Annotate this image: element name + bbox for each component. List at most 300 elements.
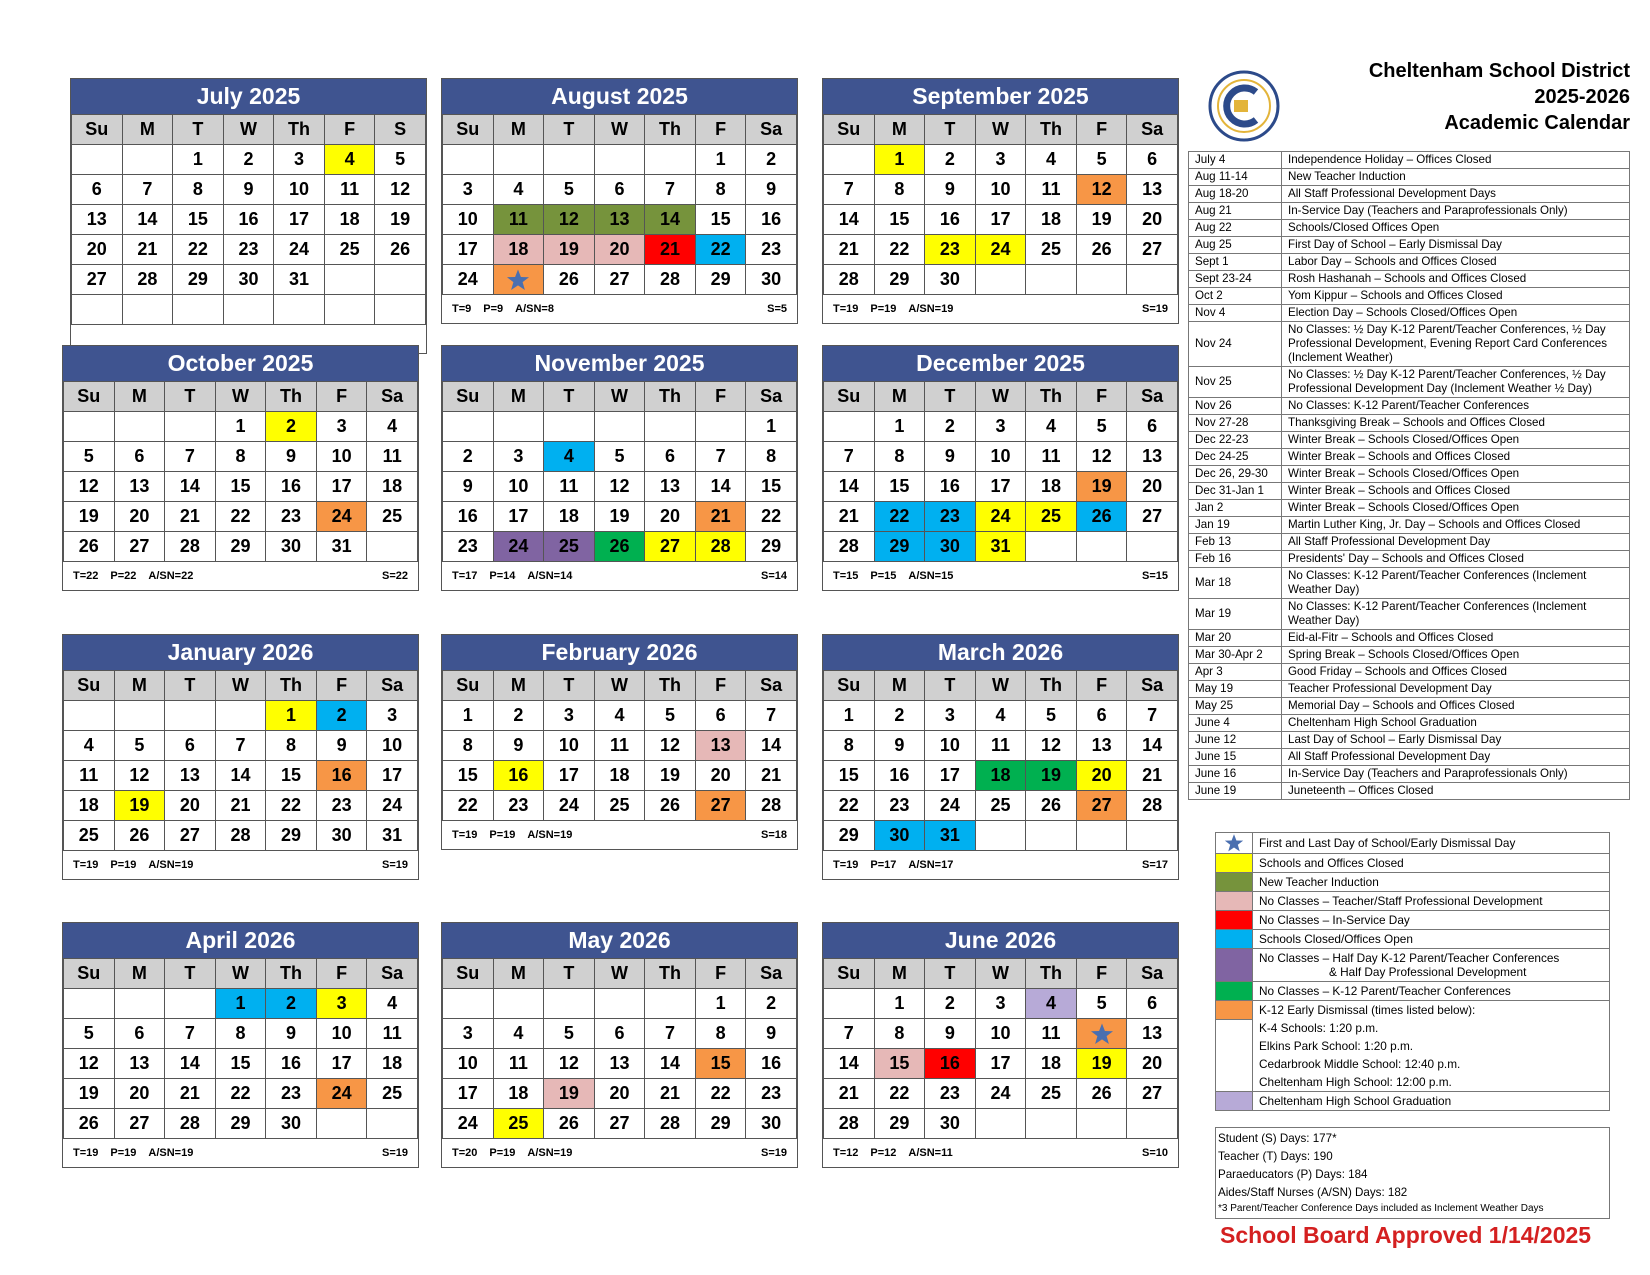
month-calendar — [70, 78, 427, 354]
day-count: P=15 — [870, 570, 897, 582]
day-count: A/SN=19 — [148, 1147, 194, 1159]
day-cell: 13 — [165, 761, 216, 791]
day-cell: 15 — [874, 205, 925, 235]
event-description: Rosh Hashanah – Schools and Offices Closed — [1282, 271, 1630, 288]
day-cell: 11 — [1026, 1019, 1077, 1049]
event-date: Feb 13 — [1189, 534, 1282, 551]
day-cell: 4 — [1026, 989, 1077, 1019]
day-cell — [645, 145, 696, 175]
day-cell: 9 — [443, 472, 494, 502]
legend-swatch — [1216, 1037, 1253, 1055]
day-cell: 29 — [173, 265, 224, 295]
day-cell: 26 — [645, 791, 696, 821]
month-day-counts — [442, 295, 797, 323]
day-cell — [1026, 532, 1077, 562]
event-description: No Classes: K-12 Parent/Teacher Conferences — [1282, 398, 1630, 415]
day-cell: 19 — [645, 761, 696, 791]
day-cell: 1 — [215, 412, 266, 442]
legend-label — [1253, 1001, 1610, 1020]
day-cell: 19 — [375, 205, 426, 235]
event-row — [1189, 647, 1630, 664]
day-cell — [975, 265, 1026, 295]
weekday-header: Su — [443, 959, 494, 989]
day-cell: 12 — [594, 472, 645, 502]
day-cell: 7 — [824, 1019, 875, 1049]
event-row — [1189, 415, 1630, 432]
event-row — [1189, 288, 1630, 305]
day-cell: 24 — [925, 791, 976, 821]
day-cell — [215, 701, 266, 731]
day-cell: 8 — [874, 442, 925, 472]
day-cell: 8 — [695, 175, 746, 205]
legend-label — [1253, 833, 1610, 854]
day-cell: 6 — [695, 701, 746, 731]
legend-label — [1253, 854, 1610, 873]
day-count: S=17 — [1142, 859, 1168, 871]
day-cell: 23 — [746, 1079, 797, 1109]
weekday-header: Sa — [1127, 382, 1178, 412]
day-cell: 2 — [925, 412, 976, 442]
day-count: S=19 — [1142, 303, 1168, 315]
day-cell — [375, 295, 426, 325]
day-cell: 1 — [695, 989, 746, 1019]
day-cell: 2 — [925, 145, 976, 175]
weekday-header: F — [316, 382, 367, 412]
weekday-header: T — [544, 959, 595, 989]
day-cell: 27 — [114, 1109, 165, 1139]
weekday-header: Sa — [367, 671, 418, 701]
day-cell — [165, 412, 216, 442]
event-date: Nov 4 — [1189, 305, 1282, 322]
event-date: June 16 — [1189, 766, 1282, 783]
day-cell — [824, 145, 875, 175]
day-cell: 9 — [925, 175, 976, 205]
day-cell: 15 — [874, 1049, 925, 1079]
day-cell: 18 — [493, 1079, 544, 1109]
event-description: Cheltenham High School Graduation — [1282, 715, 1630, 732]
event-row — [1189, 237, 1630, 254]
day-cell — [122, 145, 173, 175]
month-day-counts — [823, 851, 1178, 879]
day-cell — [493, 989, 544, 1019]
legend-row — [1216, 854, 1610, 873]
day-count: S=19 — [382, 859, 408, 871]
weekday-header: F — [1076, 959, 1127, 989]
weekday-header: T — [544, 382, 595, 412]
day-cell: 29 — [874, 532, 925, 562]
event-description: In-Service Day (Teachers and Paraprofessionals Only) — [1282, 766, 1630, 783]
day-cell: 11 — [367, 442, 418, 472]
day-cell: 26 — [64, 1109, 115, 1139]
day-cell: 14 — [165, 1049, 216, 1079]
day-cell — [695, 412, 746, 442]
note-student-days: Student (S) Days: 177* — [1218, 1132, 1337, 1145]
day-cell: 5 — [544, 175, 595, 205]
day-cell: 23 — [266, 1079, 317, 1109]
month-calendar — [62, 345, 419, 591]
legend-row — [1216, 1092, 1610, 1111]
day-cell: 3 — [367, 701, 418, 731]
day-count: P=19 — [110, 859, 137, 871]
legend-label-text: K-12 Early Dismissal (times listed below): — [1259, 1003, 1476, 1017]
day-count: T=19 — [73, 859, 99, 871]
day-count: P=17 — [870, 859, 897, 871]
day-cell: 5 — [64, 1019, 115, 1049]
day-cell — [324, 295, 375, 325]
event-description: Last Day of School – Early Dismissal Day — [1282, 732, 1630, 749]
day-cell: 23 — [925, 502, 976, 532]
star-icon — [1224, 833, 1244, 853]
day-cell: 22 — [695, 1079, 746, 1109]
day-cell: 19 — [1076, 472, 1127, 502]
day-cell: 7 — [746, 701, 797, 731]
weekday-header: Su — [824, 115, 875, 145]
event-date: Feb 16 — [1189, 551, 1282, 568]
day-cell — [975, 821, 1026, 851]
day-cell: 27 — [1127, 1079, 1178, 1109]
day-cell — [367, 532, 418, 562]
day-cell: 30 — [925, 1109, 976, 1139]
day-cell: 9 — [874, 731, 925, 761]
day-cell: 19 — [64, 502, 115, 532]
day-cell: 13 — [1127, 442, 1178, 472]
day-cell: 15 — [746, 472, 797, 502]
legend-swatch — [1216, 911, 1253, 930]
event-description: Memorial Day – Schools and Offices Closed — [1282, 698, 1630, 715]
legend-label-text: Schools and Offices Closed — [1259, 856, 1404, 870]
day-cell: 12 — [544, 205, 595, 235]
day-cell: 16 — [746, 205, 797, 235]
day-cell: 24 — [443, 265, 494, 295]
weekday-header: Sa — [367, 382, 418, 412]
day-cell — [824, 412, 875, 442]
event-date: Aug 11-14 — [1189, 169, 1282, 186]
day-cell: 20 — [1127, 472, 1178, 502]
event-row — [1189, 203, 1630, 220]
day-cell: 17 — [493, 502, 544, 532]
day-cell: 7 — [215, 731, 266, 761]
day-count: T=9 — [452, 303, 472, 315]
day-cell: 6 — [645, 442, 696, 472]
legend-label-text: New Teacher Induction — [1259, 875, 1379, 889]
day-cell: 14 — [1127, 731, 1178, 761]
day-count: P=22 — [110, 570, 137, 582]
event-row — [1189, 568, 1630, 599]
weekday-header: W — [215, 671, 266, 701]
event-description: All Staff Professional Development Day — [1282, 534, 1630, 551]
day-cell: 11 — [1026, 175, 1077, 205]
event-description: All Staff Professional Development Days — [1282, 186, 1630, 203]
day-cell: 15 — [173, 205, 224, 235]
day-cell: 11 — [544, 472, 595, 502]
month-title: July 2025 — [71, 79, 426, 114]
day-cell: 3 — [316, 412, 367, 442]
day-cell: 25 — [544, 532, 595, 562]
day-cell: 31 — [975, 532, 1026, 562]
weekday-header: Su — [64, 382, 115, 412]
day-cell: 20 — [594, 235, 645, 265]
day-cell: 25 — [367, 502, 418, 532]
event-row — [1189, 732, 1630, 749]
day-cell: 29 — [746, 532, 797, 562]
day-cell — [72, 145, 123, 175]
day-cell: 19 — [64, 1079, 115, 1109]
event-row — [1189, 599, 1630, 630]
weekday-header: F — [1076, 115, 1127, 145]
day-cell: 30 — [746, 265, 797, 295]
event-date: Sept 1 — [1189, 254, 1282, 271]
weekday-header: Su — [443, 115, 494, 145]
day-cell: 26 — [1076, 502, 1127, 532]
day-cell: 12 — [64, 1049, 115, 1079]
approval-note: School Board Approved 1/14/2025 — [1220, 1222, 1592, 1248]
day-cell: 17 — [544, 761, 595, 791]
day-cell: 20 — [114, 1079, 165, 1109]
day-cell: 10 — [274, 175, 325, 205]
day-count: A/SN=14 — [527, 570, 573, 582]
day-cell: 24 — [274, 235, 325, 265]
day-cell: 6 — [594, 1019, 645, 1049]
day-cell: 7 — [165, 1019, 216, 1049]
event-description: Winter Break – Schools Closed/Offices Open — [1282, 432, 1630, 449]
day-cell: 18 — [1026, 1049, 1077, 1079]
day-cell: 9 — [746, 175, 797, 205]
day-cell: 22 — [695, 235, 746, 265]
day-cell — [367, 1109, 418, 1139]
day-cell: 25 — [1026, 502, 1077, 532]
legend-label — [1253, 1019, 1610, 1037]
weekday-header: W — [215, 382, 266, 412]
day-cell: 23 — [925, 1079, 976, 1109]
event-date: Aug 21 — [1189, 203, 1282, 220]
day-cell: 16 — [746, 1049, 797, 1079]
day-cell: 17 — [316, 1049, 367, 1079]
day-cell: 16 — [874, 761, 925, 791]
day-cell: 3 — [544, 701, 595, 731]
legend-label-text: No Classes – Teacher/Staff Professional Development — [1259, 894, 1543, 908]
legend-label-text: Cedarbrook Middle School: 12:40 p.m. — [1259, 1057, 1461, 1071]
day-cell: 27 — [594, 265, 645, 295]
day-cell: 18 — [544, 502, 595, 532]
event-row — [1189, 432, 1630, 449]
day-cell: 19 — [594, 502, 645, 532]
day-cell: 4 — [367, 412, 418, 442]
day-cell — [594, 989, 645, 1019]
day-cell: 26 — [544, 1109, 595, 1139]
day-cell: 4 — [493, 175, 544, 205]
weekday-header: M — [114, 382, 165, 412]
day-cell: 11 — [1026, 442, 1077, 472]
weekday-header: Th — [645, 671, 696, 701]
event-row — [1189, 681, 1630, 698]
day-cell: 5 — [645, 701, 696, 731]
weekday-header: W — [975, 959, 1026, 989]
weekday-header: M — [114, 959, 165, 989]
weekday-header: M — [122, 115, 173, 145]
event-description: Eid-al-Fitr – Schools and Offices Closed — [1282, 630, 1630, 647]
day-cell: 4 — [493, 1019, 544, 1049]
day-cell: 12 — [1076, 442, 1127, 472]
day-cell: 6 — [72, 175, 123, 205]
day-cell: 13 — [1076, 731, 1127, 761]
day-cell: 28 — [122, 265, 173, 295]
day-cell: 16 — [443, 502, 494, 532]
day-cell: 7 — [824, 442, 875, 472]
day-cell: 18 — [975, 761, 1026, 791]
event-description: All Staff Professional Development Day — [1282, 749, 1630, 766]
day-cell: 6 — [114, 442, 165, 472]
day-cell: 2 — [266, 412, 317, 442]
event-date: July 4 — [1189, 152, 1282, 169]
month-title: December 2025 — [823, 346, 1178, 381]
day-cell: 29 — [874, 1109, 925, 1139]
event-date: Aug 25 — [1189, 237, 1282, 254]
legend-label — [1253, 949, 1610, 982]
event-description: Spring Break – Schools Closed/Offices Open — [1282, 647, 1630, 664]
weekday-header: F — [316, 671, 367, 701]
day-cell: 5 — [594, 442, 645, 472]
event-row — [1189, 715, 1630, 732]
day-cell: 17 — [274, 205, 325, 235]
day-cell: 21 — [1127, 761, 1178, 791]
legend-swatch — [1216, 1019, 1253, 1037]
legend-swatch — [1216, 1092, 1253, 1111]
day-cell: 22 — [824, 791, 875, 821]
day-cell: 11 — [493, 1049, 544, 1079]
day-cell: 12 — [1076, 175, 1127, 205]
day-cell: 7 — [165, 442, 216, 472]
day-count: S=5 — [767, 303, 787, 315]
day-cell: 5 — [544, 1019, 595, 1049]
day-cell: 8 — [266, 731, 317, 761]
weekday-header: W — [594, 115, 645, 145]
day-cell: 5 — [1026, 701, 1077, 731]
day-cell: 20 — [114, 502, 165, 532]
month-title: June 2026 — [823, 923, 1178, 958]
day-cell: 28 — [215, 821, 266, 851]
day-cell: 2 — [223, 145, 274, 175]
day-cell: 27 — [114, 532, 165, 562]
day-cell — [645, 412, 696, 442]
event-date: June 19 — [1189, 783, 1282, 800]
event-date: Aug 18-20 — [1189, 186, 1282, 203]
day-cell: 17 — [925, 761, 976, 791]
event-description: No Classes: K-12 Parent/Teacher Conferences (Inclement Weather Day) — [1282, 599, 1630, 630]
day-cell: 30 — [925, 532, 976, 562]
event-row — [1189, 749, 1630, 766]
day-cell: 3 — [975, 145, 1026, 175]
weekday-header: Th — [266, 382, 317, 412]
day-cell: 23 — [223, 235, 274, 265]
month-calendar — [822, 78, 1179, 324]
day-cell: 12 — [1026, 731, 1077, 761]
day-cell: 4 — [594, 701, 645, 731]
day-count: S=22 — [382, 570, 408, 582]
month-calendar — [62, 634, 419, 880]
day-cell: 30 — [266, 1109, 317, 1139]
event-description: Thanksgiving Break – Schools and Offices Closed — [1282, 415, 1630, 432]
day-count: P=19 — [489, 829, 516, 841]
weekday-header: T — [925, 671, 976, 701]
event-row — [1189, 169, 1630, 186]
legend-label-text: Cheltenham High School Graduation — [1259, 1094, 1452, 1108]
day-cell: 30 — [266, 532, 317, 562]
legend-label — [1253, 873, 1610, 892]
month-title: May 2026 — [442, 923, 797, 958]
day-cell: 25 — [367, 1079, 418, 1109]
day-cell: 22 — [266, 791, 317, 821]
weekday-header: M — [874, 382, 925, 412]
day-cell — [1076, 532, 1127, 562]
legend-row — [1216, 949, 1610, 982]
day-count: T=19 — [73, 1147, 99, 1159]
event-description: Teacher Professional Development Day — [1282, 681, 1630, 698]
day-cell: 17 — [975, 205, 1026, 235]
day-cell: 8 — [173, 175, 224, 205]
weekday-header: Th — [645, 115, 696, 145]
day-cell — [223, 295, 274, 325]
month-day-counts — [823, 1139, 1178, 1167]
event-description: Winter Break – Schools Closed/Offices Open — [1282, 500, 1630, 517]
event-description: No Classes: K-12 Parent/Teacher Conferences (Inclement Weather Day) — [1282, 568, 1630, 599]
day-cell: 3 — [493, 442, 544, 472]
legend-row — [1216, 1055, 1610, 1073]
weekday-header: M — [493, 959, 544, 989]
day-cell: 2 — [266, 989, 317, 1019]
month-title: April 2026 — [63, 923, 418, 958]
day-cell: 9 — [266, 1019, 317, 1049]
month-calendar — [822, 922, 1179, 1168]
event-description: Schools/Closed Offices Open — [1282, 220, 1630, 237]
legend-swatch — [1216, 873, 1253, 892]
day-cell: 29 — [695, 265, 746, 295]
day-cell: 8 — [215, 442, 266, 472]
day-cell: 11 — [64, 761, 115, 791]
event-row — [1189, 271, 1630, 288]
weekday-header: W — [975, 671, 1026, 701]
day-cell: 22 — [173, 235, 224, 265]
day-cell: 23 — [266, 502, 317, 532]
weekday-header: Th — [266, 671, 317, 701]
month-day-counts — [442, 562, 797, 590]
event-description: In-Service Day (Teachers and Paraprofessionals Only) — [1282, 203, 1630, 220]
star-icon — [506, 268, 530, 292]
day-cell: 22 — [874, 235, 925, 265]
day-cell: 15 — [215, 1049, 266, 1079]
day-cell: 18 — [1026, 205, 1077, 235]
weekday-header: Th — [1026, 959, 1077, 989]
day-count: T=17 — [452, 570, 478, 582]
day-cell: 1 — [695, 145, 746, 175]
month-title: January 2026 — [63, 635, 418, 670]
day-cell: 12 — [375, 175, 426, 205]
month-title: November 2025 — [442, 346, 797, 381]
day-cell: 31 — [316, 532, 367, 562]
day-cell — [493, 412, 544, 442]
day-cell: 29 — [215, 1109, 266, 1139]
day-counts-notes — [1215, 1127, 1610, 1219]
month-calendar — [62, 922, 419, 1168]
day-cell: 1 — [266, 701, 317, 731]
legend-swatch — [1216, 930, 1253, 949]
event-row — [1189, 152, 1630, 169]
weekday-header: Sa — [1127, 115, 1178, 145]
legend-row — [1216, 1037, 1610, 1055]
day-cell: 20 — [645, 502, 696, 532]
event-description: No Classes: ½ Day K-12 Parent/Teacher Conferences, ½ Day Professional Development, Evening Report Card Conferences (Inclement Weather) — [1282, 322, 1630, 367]
day-cell: 23 — [493, 791, 544, 821]
event-row — [1189, 367, 1630, 398]
